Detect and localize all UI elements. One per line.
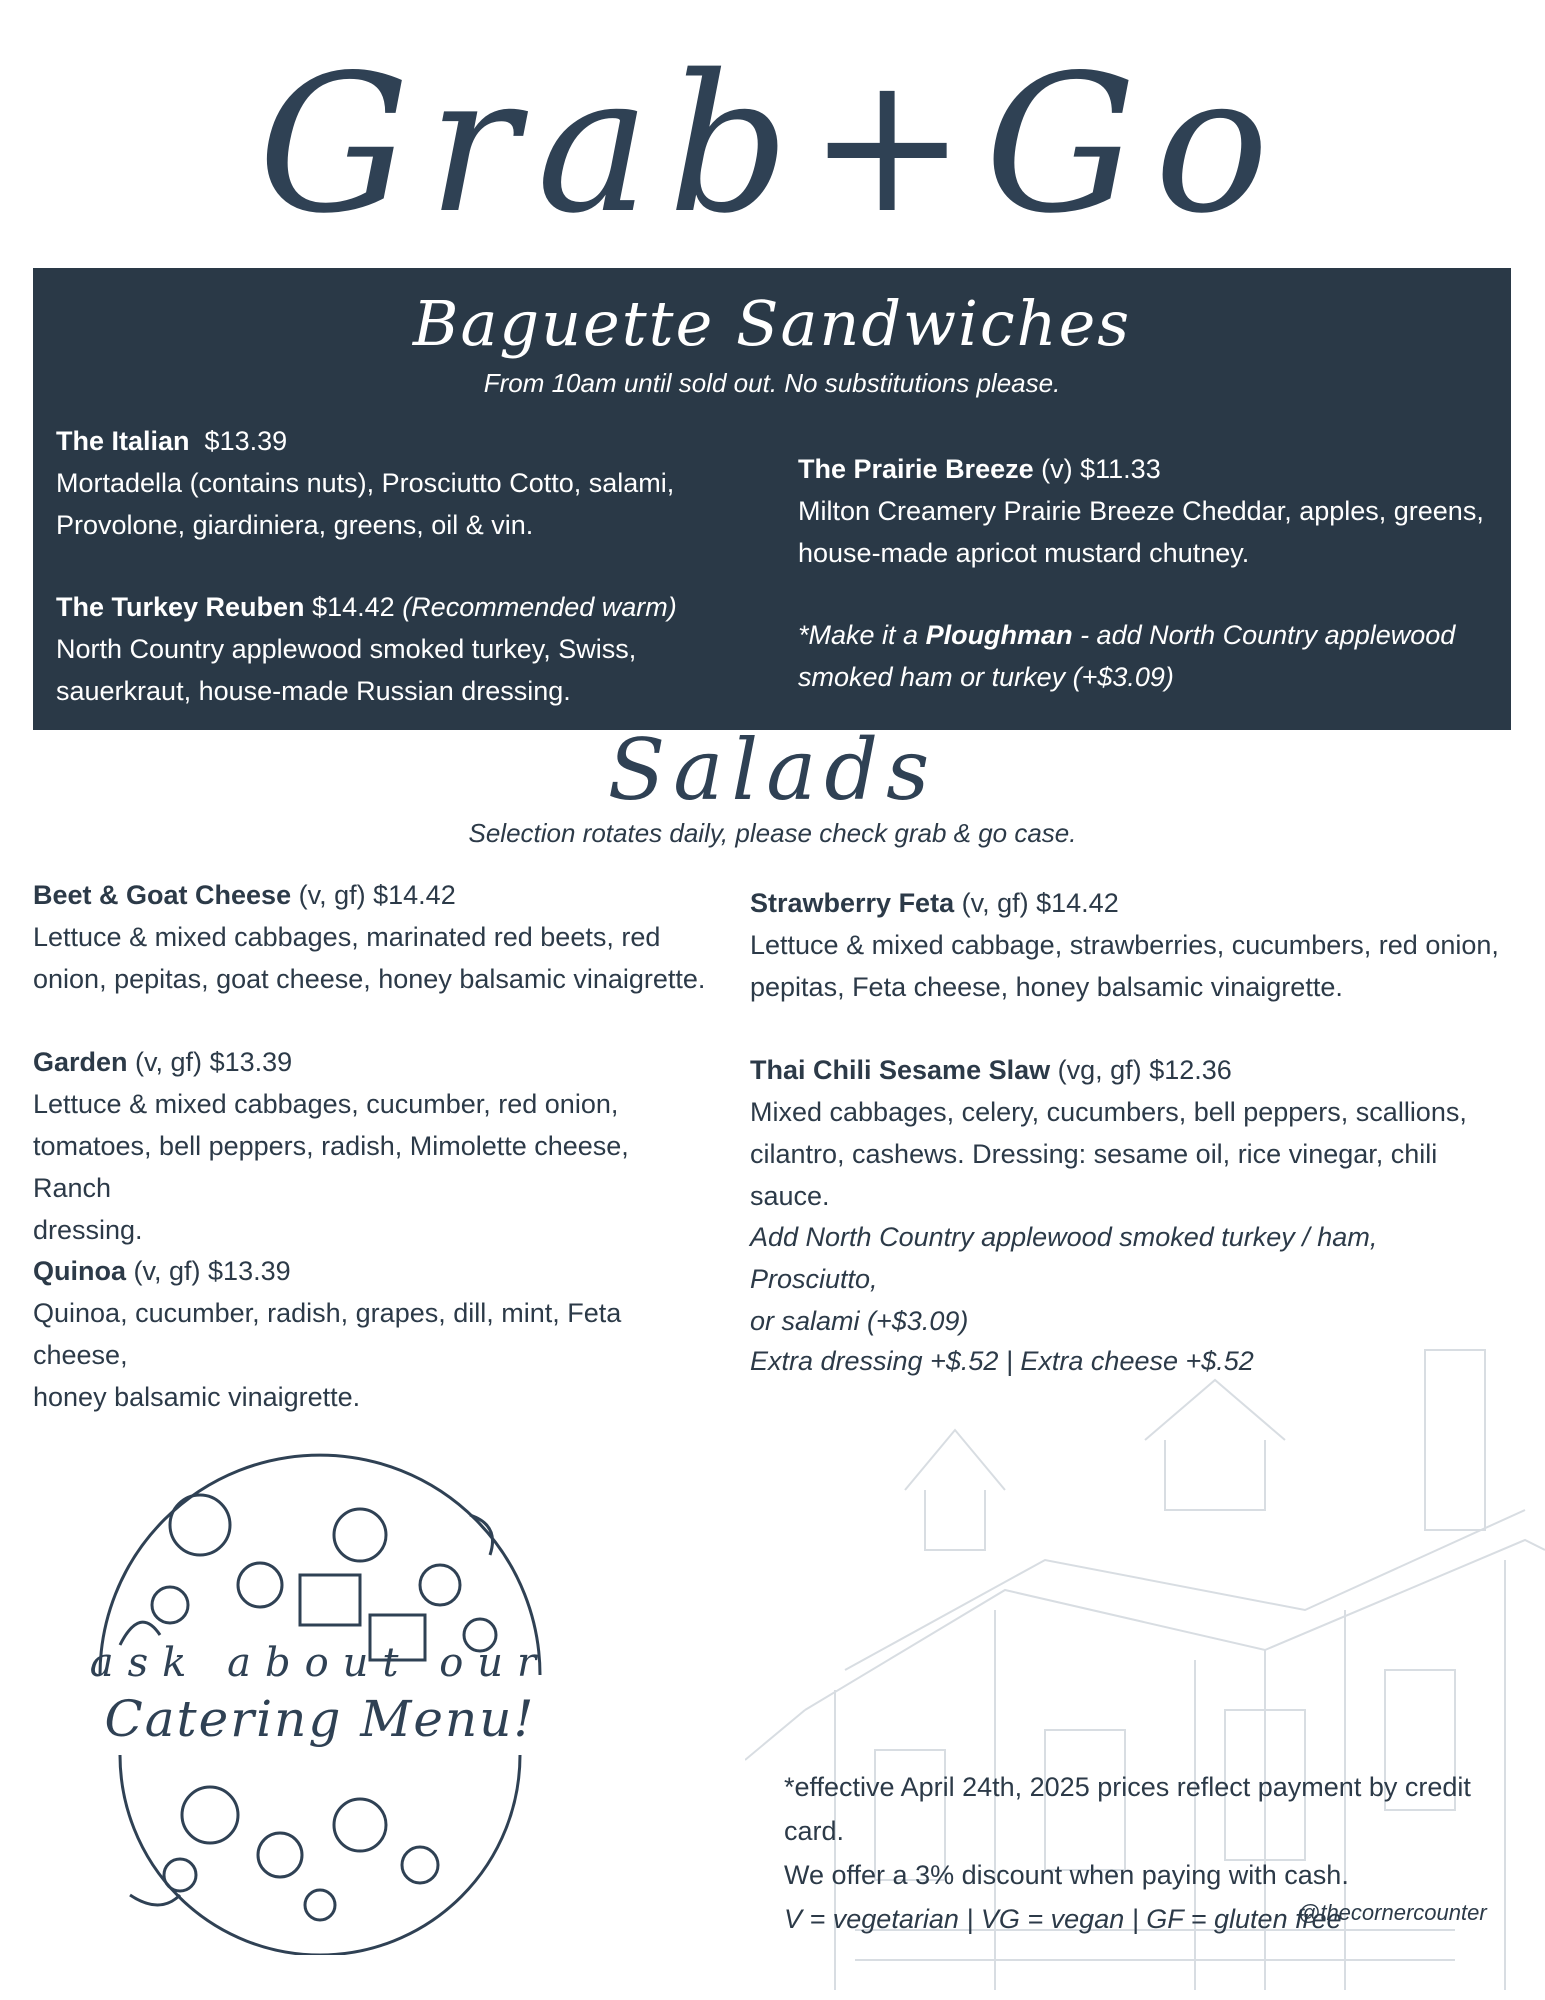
item-tags: (v, gf) bbox=[961, 888, 1029, 918]
salad-strawberry-feta bbox=[750, 882, 1512, 1008]
item-price: $13.39 bbox=[204, 426, 288, 456]
item-desc-line: tomatoes, bell peppers, radish, Mimolette cheese, Ranch bbox=[33, 1131, 629, 1203]
item-desc-line: Quinoa, cucumber, radish, grapes, dill, mint, Feta cheese, bbox=[33, 1298, 622, 1370]
item-desc-line: house-made apricot mustard chutney. bbox=[798, 538, 1250, 568]
item-note: (Recommended warm) bbox=[402, 592, 677, 622]
salads-heading: Salads bbox=[607, 721, 938, 819]
ploughman-line2: smoked ham or turkey (+$3.09) bbox=[798, 662, 1174, 692]
menu-item-turkey-reuben bbox=[56, 586, 776, 712]
page-title: Grab+Go bbox=[258, 34, 1287, 255]
item-name: Beet & Goat Cheese bbox=[33, 880, 292, 910]
item-tags: (v, gf) bbox=[135, 1047, 203, 1077]
extras-note: Extra dressing +$.52 | Extra cheese +$.52 bbox=[750, 1346, 1254, 1376]
pricing-note: *effective April 24th, 2025 prices reflect payment by credit card. bbox=[784, 1772, 1471, 1846]
item-name: The Turkey Reuben bbox=[56, 592, 305, 622]
item-desc-line: Lettuce & mixed cabbages, marinated red beets, red bbox=[33, 922, 661, 952]
salad-quinoa bbox=[33, 1250, 713, 1418]
item-name: The Prairie Breeze bbox=[798, 454, 1034, 484]
item-price: $12.36 bbox=[1149, 1055, 1232, 1085]
item-desc-line: Mixed cabbages, celery, cucumbers, bell peppers, scallions, bbox=[750, 1097, 1467, 1127]
sandwich-heading: Baguette Sandwiches bbox=[412, 287, 1132, 360]
item-desc-line: dressing. bbox=[33, 1215, 143, 1245]
item-tags: (v, gf) bbox=[298, 880, 366, 910]
item-price: $13.39 bbox=[209, 1047, 293, 1077]
salads-subtitle: Selection rotates daily, please check grab & go case. bbox=[468, 818, 1077, 848]
catering-illustration bbox=[60, 1435, 580, 1955]
item-name: The Italian bbox=[56, 426, 190, 456]
item-desc-line: North Country applewood smoked turkey, Swiss, bbox=[56, 634, 637, 664]
item-desc-line: honey balsamic vinaigrette. bbox=[33, 1382, 361, 1412]
sandwich-section bbox=[33, 268, 1511, 730]
item-tags: (vg, gf) bbox=[1057, 1055, 1142, 1085]
salad-garden bbox=[33, 1041, 713, 1251]
social-handle: @thecornercounter bbox=[1298, 1900, 1487, 1925]
item-desc-line: Lettuce & mixed cabbage, strawberries, cucumbers, red onion, bbox=[750, 930, 1499, 960]
addon-line: or salami (+$3.09) bbox=[750, 1306, 969, 1336]
item-tags: (v, gf) bbox=[133, 1256, 201, 1286]
item-price: $14.42 bbox=[373, 880, 456, 910]
item-price: $14.42 bbox=[1036, 888, 1119, 918]
item-tags: (v) bbox=[1041, 454, 1073, 484]
salad-thai-chili-sesame-slaw bbox=[750, 1049, 1512, 1217]
item-desc-line: Mortadella (contains nuts), Prosciutto Cotto, salami, bbox=[56, 468, 675, 498]
item-desc-line: pepitas, Feta cheese, honey balsamic vinaigrette. bbox=[750, 972, 1343, 1002]
salad-beet-goat-cheese bbox=[33, 874, 713, 1000]
item-desc-line: onion, pepitas, goat cheese, honey balsamic vinaigrette. bbox=[33, 964, 706, 994]
item-name: Garden bbox=[33, 1047, 128, 1077]
cash-discount-note: We offer a 3% discount when paying with cash. bbox=[784, 1860, 1349, 1890]
ploughman-note bbox=[798, 614, 1498, 698]
item-price: $14.42 bbox=[312, 592, 395, 622]
item-desc-line: cilantro, cashews. Dressing: sesame oil, rice vinegar, chili sauce. bbox=[750, 1139, 1438, 1211]
menu-item-prairie-breeze bbox=[798, 448, 1498, 574]
ploughman-prefix: *Make it a bbox=[798, 620, 926, 650]
ploughman-bold: Ploughman bbox=[925, 620, 1073, 650]
item-price: $11.33 bbox=[1080, 454, 1161, 484]
addon-line: Add North Country applewood smoked turkey / ham, Prosciutto, bbox=[750, 1222, 1378, 1294]
menu-item-italian bbox=[56, 420, 776, 546]
diet-legend: V = vegetarian | VG = vegan | GF = gluten free bbox=[784, 1904, 1342, 1934]
item-desc-line: Provolone, giardiniera, greens, oil & vin. bbox=[56, 510, 534, 540]
item-price: $13.39 bbox=[208, 1256, 291, 1286]
catering-line1: ask about our bbox=[89, 1640, 551, 1686]
item-name: Quinoa bbox=[33, 1256, 126, 1286]
item-name: Strawberry Feta bbox=[750, 888, 955, 918]
ploughman-suffix: - add North Country applewood bbox=[1072, 620, 1456, 650]
item-desc-line: Lettuce & mixed cabbages, cucumber, red onion, bbox=[33, 1089, 619, 1119]
item-desc-line: sauerkraut, house-made Russian dressing. bbox=[56, 676, 571, 706]
sandwich-subtitle: From 10am until sold out. No substitutions please. bbox=[483, 368, 1061, 398]
item-desc-line: Milton Creamery Prairie Breeze Cheddar, apples, greens, bbox=[798, 496, 1484, 526]
item-name: Thai Chili Sesame Slaw bbox=[750, 1055, 1051, 1085]
catering-line2: Catering Menu! bbox=[104, 1690, 536, 1748]
